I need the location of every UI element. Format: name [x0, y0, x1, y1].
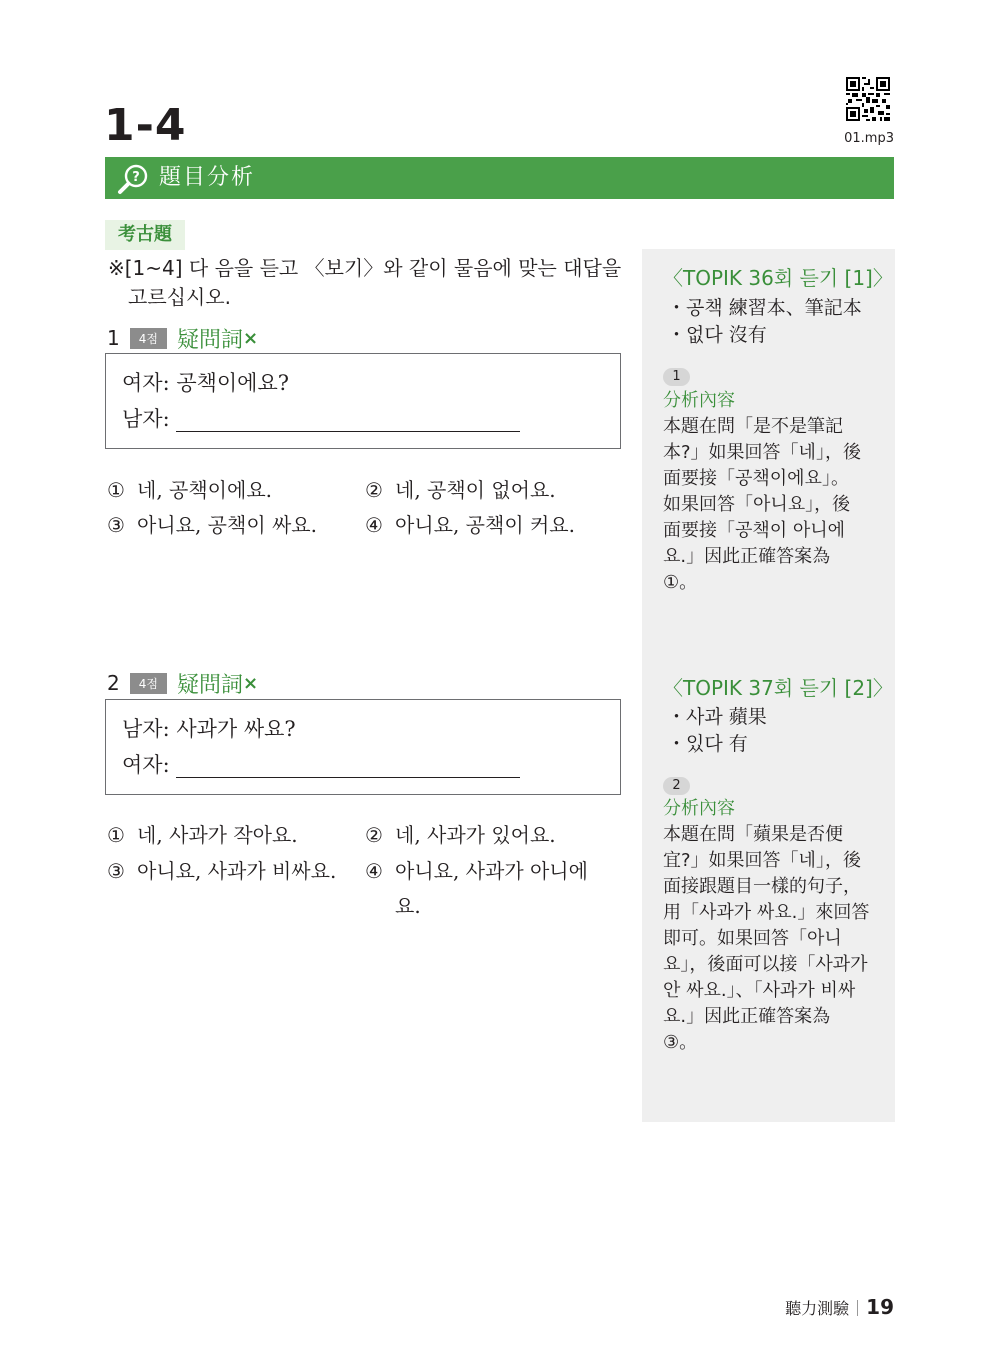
option-3[interactable]	[107, 508, 317, 542]
question-number: 2	[107, 671, 120, 695]
exam-tag: 考古題	[105, 220, 185, 250]
svg-text:?: ?	[132, 170, 140, 185]
analysis-line: 요.」因此正確答案為	[663, 1006, 831, 1027]
option-3[interactable]	[107, 854, 336, 888]
dialogue-box-1	[105, 353, 621, 449]
option-mark: ③	[107, 859, 125, 883]
analysis-line: 面接跟題目一樣的句子，	[663, 876, 861, 897]
question-number: 1	[107, 326, 120, 350]
analysis-line: 本?」如果回答「네」，後	[663, 442, 861, 463]
analysis-line: 如果回答「아니요」，後	[663, 494, 851, 515]
vocab-item: ・있다 有	[667, 733, 748, 755]
instruction-line-2: 고르십시오.	[128, 285, 231, 309]
analysis-line: 即可。如果回答「아니	[663, 928, 842, 949]
qr-code-icon[interactable]	[846, 77, 890, 121]
dialogue-line: 남자: 사과가 싸요?	[122, 717, 296, 741]
magnifier-question-icon	[117, 163, 149, 195]
analysis-text	[663, 822, 879, 1056]
question-1-header	[107, 323, 258, 353]
analysis-line: 用「사과가 싸요.」來回答	[663, 902, 870, 923]
option-mark: ①	[107, 823, 125, 847]
analysis-line: 本題在問「是不是筆記	[663, 416, 843, 437]
topik-source-title: 〈TOPIK 37회 듣기 [2]〉	[663, 676, 893, 700]
option-text: 아니요, 사과가 아니에	[395, 859, 588, 883]
option-text: 네, 공책이에요.	[137, 478, 272, 502]
option-4[interactable]	[365, 508, 575, 542]
option-mark: ③	[107, 513, 125, 537]
section-banner	[105, 157, 894, 199]
analysis-text	[663, 414, 879, 596]
option-text: 아니요, 공책이 싸요.	[137, 513, 317, 537]
points-badge: 4점	[130, 328, 167, 349]
option-mark: ②	[365, 478, 383, 502]
vocab-item: ・없다 沒有	[667, 324, 767, 346]
analysis-line: ③。	[663, 1032, 698, 1053]
unit-title: 1-4	[104, 100, 187, 151]
analysis-line: 宜?」如果回答「네」，後	[663, 850, 861, 871]
vocab-item: ・공책 練習本、筆記本	[667, 297, 862, 319]
dialogue-box-2	[105, 699, 621, 795]
analysis-line: ①。	[663, 572, 698, 593]
analysis-line: 面要接「공책이 아니에	[663, 520, 846, 541]
analysis-line: 本題在問「蘋果是否便	[663, 824, 843, 845]
analysis-line: 面要接「공책이에요」。	[663, 468, 849, 489]
answer-blank	[176, 777, 520, 778]
option-text: 네, 사과가 있어요.	[395, 823, 556, 847]
question-type-mark: ×	[242, 672, 259, 694]
option-text: 네, 사과가 작아요.	[137, 823, 298, 847]
option-mark: ②	[365, 823, 383, 847]
dialogue-line: 남자:	[122, 407, 170, 431]
banner-title: 題目分析	[159, 165, 256, 190]
question-badge: 1	[663, 368, 690, 386]
page-footer	[760, 1295, 894, 1321]
option-text: 네, 공책이 없어요.	[395, 478, 556, 502]
vocab-item: ・사과 蘋果	[667, 706, 767, 728]
option-1[interactable]	[107, 818, 298, 852]
dialogue-line: 여자: 공책이에요?	[122, 371, 290, 395]
option-mark: ①	[107, 478, 125, 502]
analysis-title: 分析內容	[663, 390, 735, 411]
option-text: 아니요, 공책이 커요.	[395, 513, 575, 537]
topik-source-title: 〈TOPIK 36회 듣기 [1]〉	[663, 266, 893, 290]
mp3-label: 01.mp3	[844, 131, 894, 146]
option-4-continued: 요.	[395, 894, 421, 918]
footer-section-label: 聽力測驗	[785, 1299, 850, 1318]
instruction-line-1: ※[1~4] 다 음을 듣고 〈보기〉와 같이 물음에 맞는 대답을	[108, 256, 622, 280]
question-type-mark: ×	[242, 327, 259, 349]
points-badge: 4점	[130, 673, 167, 694]
question-type: 疑問詞	[176, 672, 243, 698]
dialogue-line: 여자:	[122, 753, 170, 777]
option-2[interactable]	[365, 473, 556, 507]
option-4[interactable]	[365, 854, 588, 888]
question-2-header	[107, 668, 258, 698]
analysis-sidebar	[642, 249, 895, 1122]
footer-divider	[857, 1300, 858, 1316]
analysis-title: 分析內容	[663, 798, 735, 819]
option-text: 아니요, 사과가 비싸요.	[137, 859, 337, 883]
option-2[interactable]	[365, 818, 556, 852]
option-mark: ④	[365, 859, 383, 883]
answer-blank	[176, 431, 520, 432]
option-1[interactable]	[107, 473, 272, 507]
page-number: 19	[866, 1295, 894, 1319]
question-type: 疑問詞	[176, 327, 243, 353]
option-mark: ④	[365, 513, 383, 537]
analysis-line: 안 싸요.」、「사과가 비싸	[663, 980, 856, 1001]
analysis-line: 요.」因此正確答案為	[663, 546, 831, 567]
analysis-line: 요」，後面可以接「사과가	[663, 954, 868, 975]
question-badge: 2	[663, 777, 690, 795]
